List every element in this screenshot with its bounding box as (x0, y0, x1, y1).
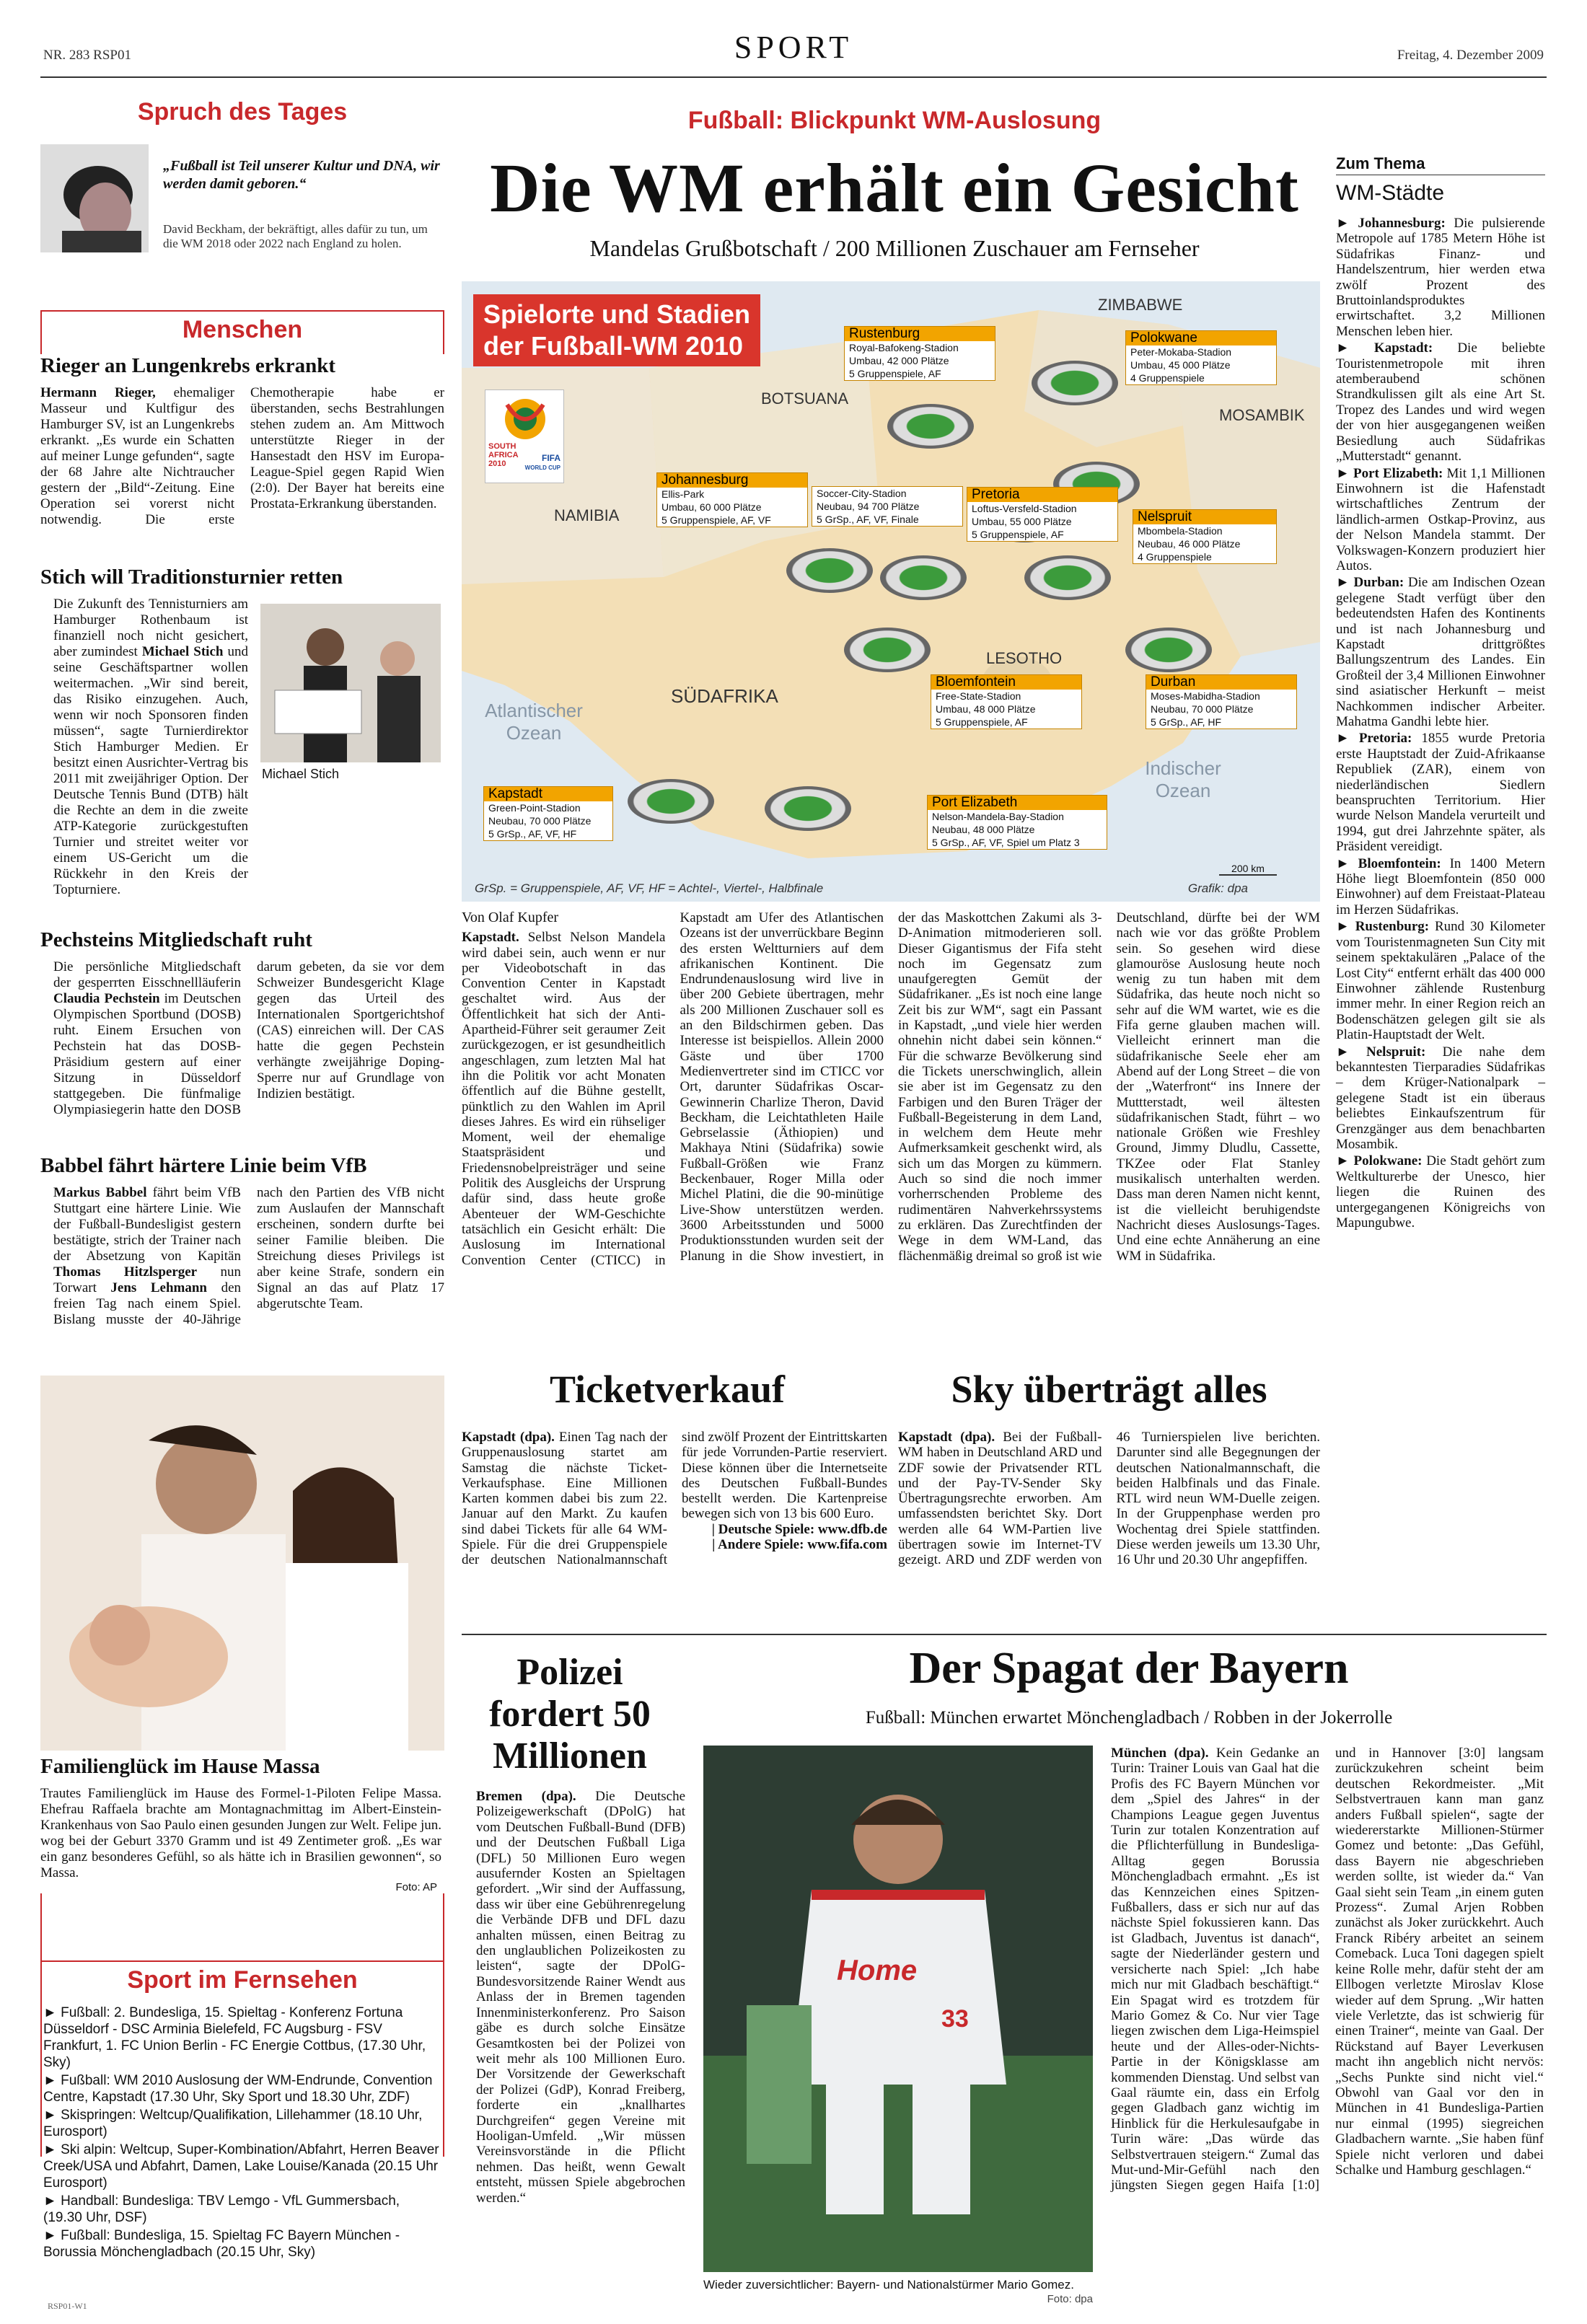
city-text: Die nahe dem bekanntesten Tierparadies Südafrikas – dem Krüger-Nationalpark – gelegene Stadt ist ein überaus beliebtes Einkaufszentrum für Grenzgänger aus dem benachbarten Mosambik. (1336, 1044, 1546, 1152)
venue-capacity: Umbau, 60 000 Plätze (661, 501, 762, 513)
spruch-caption: David Beckham, der bekräftigt, alles dafür zu tun, um die WM 2018 oder 2022 nach England zu holen. (163, 222, 428, 250)
city-name: Port Elizabeth: (1353, 465, 1443, 481)
city-entry: ► Port Elizabeth: Mit 1,1 Millionen Einwohnern ist die Hafenstadt wirtschaftliches Zentrum der ländlich-armen Ostkap-Provinz, aus der Nelson Mandela stammt. Der Volkswagen-Konzern produziert hier Autos. (1336, 465, 1545, 573)
map-title (473, 294, 760, 366)
city-name: Nelspruit: (1366, 1044, 1426, 1060)
city-entry: ► Kapstadt: Die beliebte Touristenmetropole mit ihren atemberaubend schönen Strandkulissen gilt als eine Art St. Tropez des Landes und wird wegen der von hier ausgegangenen weißen Besiedlung auch Südafrikas „Mutterstadt“ genannt. (1336, 340, 1545, 465)
sky-headline: Sky überträgt alles (951, 1368, 1267, 1411)
sky-text: Bei der Fußball-WM haben in Deutschland ARD und ZDF sowie der Privatsender RTL und der Pay-TV-Sender Sky Übertragungsrechte erworben. Am umfassendsten berichtet Sky. Dort werden alle 64 WM-Partien live übertragen sowie im Internet-TV gezeigt. ARD und ZDF werden von 46 Turnierspielen live berichten. Darunter sind alle Begegnungen der deutschen Nationalmannschaft, die beiden Halbfinals und das Finale. RTL wird neun WM-Duelle zeigen. In der Gruppenphase werden pro Wochentag drei Spiele stattfinden. Diese werden jeweils um 13.30 Uhr, 16 Uhr und 20.30 Uhr angepfiffen. (898, 1430, 1320, 1568)
venue-city: Johannesburg (657, 473, 807, 488)
stich-article (40, 597, 444, 928)
city-name: Johannesburg: (1358, 216, 1446, 231)
stadium-icon (1032, 361, 1118, 405)
venue-box-polokwane (1125, 330, 1277, 385)
venue-stadium: Soccer-City-Stadion (817, 488, 907, 499)
rieger-headline: Rieger an Lungenkrebs erkrankt (40, 354, 335, 377)
babbel-name: Markus Babbel (53, 1185, 147, 1200)
header-rule (40, 76, 1547, 78)
city-name: Kapstadt: (1373, 340, 1433, 356)
venue-matches: 5 GrSp., AF, VF, Finale (817, 514, 919, 525)
gomez-photo-caption (703, 2278, 1093, 2307)
map-credit: Grafik: dpa (1187, 881, 1248, 895)
venue-box-durban (1146, 674, 1297, 729)
venue-matches: 5 GrSp., AF, VF, Spiel um Platz 3 (932, 837, 1080, 848)
polizei-article-body (476, 1789, 685, 2206)
country-label: BOTSUANA (761, 389, 849, 408)
venue-stadium: Royal-Bafokeng-Stadion (849, 342, 959, 353)
beckham-portrait-photo (40, 144, 149, 252)
venue-box-port-elizabeth (927, 795, 1107, 850)
venue-matches: 5 GrSp., AF, HF (1151, 716, 1222, 728)
venue-box-nelspruit (1133, 509, 1277, 564)
city-text: Rund 30 Kilometer vom Touristenmagneten Sun City mit seinem spektakulären „Palace of the Lost City“ entfernt erhält das 400 000 Einwohner zählende Rustenburg immer mehr. In einer Region reich an Bodenschätzen gelegen gilt sie als Platin-Hauptstadt der Welt. (1336, 919, 1545, 1043)
stadium-icon (880, 555, 967, 600)
bayern-text: Kein Gedanke an Turin: Trainer Louis van Gaal hat die Profis des FC Bayern München vor dem „Spiel des Jahres“ in der Champions League gegen Juventus Turin zur totalen Konzentration auf die Pflichterfüllung in Bundesliga-Alltag gegen Borussia Mönchengladbach ermahnt. „Es ist das Kennzeichen eines Spitzen-Fußballers, dass er sich nur auf das nächste Spiel fokussieren kann. Das ist Gladbach, Juventus ist danach“, sagte der Niederländer gestern und versicherte nach Spiel: „Ich habe mich nur mit Gladbach beschäftigt.“ Ein Spagat wird es trotzdem für Mario Gomez & Co. Nur vier Tage liegen zwischen dem Liga-Heimspiel heute und der Alles-oder-Nichts-Partie in der Königsklasse am kommenden Dienstag. Und selbst van Gaal räumte ein, dass ein Erfolg gegen Gladbach ganz wichtig im Hinblick für die Herkulesaufgabe in Turin wäre: „Das würde das Selbstvertrauen steigern.“ Zumal das Mut-und-Mir-Gefühl nach den jüngsten Siegen gegen Haifa [1:0] und in Hannover [3:0] langsam zurückzukehren scheint beim deutschen Rekordmeister. „Mit Selbstvertrauen kann man ganz anders Fußball spielen“, sagte der wiedererstarkte Millionen-Stürmer Gomez und betonte: „Das Gefühl, dass Bayern nie abgeschrieben werden sollte, ist wieder da.“ Van Gaal sieht sein Team „in einem guten Prozess“. Zumal Arjen Robben zunächst als Joker zurückkehrt. Auch Franck Ribéry arbeitet an seinem Comeback. Luca Toni dagegen spielt keine Rolle mehr, dafür steht der am Ellbogen verletzte Miroslav Klose wieder auf dem Sprung. „Wir hatten viele Verletzte, das ist schwierig für einen Trainer“, meinte van Gaal. Der Rückstand auf Bayer Leverkusen macht ihn angeblich nicht nervös: „Sechs Punkte sind nicht viel.“ Obwohl van Gaal vor den in München in 41 Bundesliga-Partien nur einmal (1995) siegreichen Gladbachern warnte. „Sie haben fünf Spiele nicht verloren und dabei Schalke und Hamburg geschlagen.“ (1111, 1746, 1544, 2193)
ocean-label: Atlantischer Ozean (485, 700, 583, 744)
city-entry: ► Pretoria: 1855 wurde Pretoria erste Hauptstadt der Zuid-Afrikaanse Republiek (ZAR), einem von niederländischen Siedlern beanspruchten Territorium. Hier wurde Nelson Mandela verurteilt und 1994, gut drei Jahrzehnte später, als Präsident vereidigt. (1336, 731, 1545, 855)
city-name: Polokwane: (1353, 1153, 1423, 1169)
hitzlsperger-name: Thomas Hitzlsperger (53, 1264, 198, 1280)
stich-headline: Stich will Traditionsturnier retten (40, 565, 343, 589)
massa-headline: Familienglück im Hause Massa (40, 1755, 320, 1778)
polizei-dateline: Bremen (dpa). (476, 1789, 576, 1804)
stich-col-left (53, 597, 248, 898)
spruch-des-tages-box (40, 94, 444, 297)
city-entry: ► Bloemfontein: In 1400 Metern Höhe liegt Bloemfontein (850 000 Einwohner) auf dem Freistaat-Plateau im Herzen Südafrikas. (1336, 855, 1545, 917)
venue-stadium: Moses-Mabidha-Stadion (1151, 690, 1260, 702)
pechstein-text-1: Die persönliche Mitgliedschaft der gesperrten Eisschnellläuferin (53, 959, 241, 990)
massa-family-photo (40, 1376, 444, 1751)
stadium-icon (844, 628, 931, 672)
zum-thema-label: Zum Thema (1336, 154, 1545, 175)
tv-item: ► Fußball: WM 2010 Auslosung der WM-Endrunde, Convention Centre, Kapstadt (17.30 Uhr, Sky Sport und 18.30 Uhr, ZDF) (43, 2073, 433, 2105)
city-name: Durban: (1353, 575, 1404, 591)
venue-city: Polokwane (1126, 331, 1276, 345)
venue-matches: 5 Gruppenspiele, AF, VF (661, 514, 771, 526)
venue-matches: 5 GrSp., AF, VF, HF (488, 828, 577, 840)
map-scale-bar: 200 km (1219, 863, 1277, 876)
venue-city: Durban (1146, 675, 1296, 690)
polizei-headline-line: fordert 50 (489, 1694, 651, 1735)
bayern-headline: Der Spagat der Bayern (909, 1644, 1349, 1693)
spruch-heading: Spruch des Tages (137, 98, 348, 126)
stadium-icon (887, 404, 974, 449)
shirt-sponsor: Home (837, 1955, 918, 1986)
tv-item: ► Ski alpin: Weltcup, Super-Kombination/Abfahrt, Herren Beaver Creek/USA und Abfahrt, Damen, Lake Louise/Kanada (20.15 Uhr Eurosport) (43, 2142, 439, 2191)
venue-capacity: Neubau, 46 000 Plätze (1138, 538, 1241, 550)
left-column (40, 94, 444, 2301)
ticket-link-dfb (682, 1522, 887, 1537)
lead-article-body (462, 910, 1320, 1357)
polizei-text: Die Deutsche Polizeigewerkschaft (DPolG) hat vom Deutschen Fußball-Bund (DFB) und der Deutschen Fußball Liga (DFL) 50 Millionen Euro wegen ausufernder Kosten an Spieltagen gefordert. „Wir sind der Auffassung, dass wir über eine Gebührenregelung die Verbände DFB und DFL dazu anhalten müssen, einen Beitrag zu den unglaublichen Polizeikosten zu leisten“, sagte der DPolG-Bundesvorsitzende Rainer Wendt aus Anlass der in Bremen tagenden Innenministerkonferenz. Pro Saison gäbe es durch solche Einsätze Gesamtkosten bei der Polizei von weit mehr als 100 Millionen Euro. Der Vorsitzende der Gewerkschaft der Polizei (GdP), Konrad Freiberg, forderte ein „knallhartes Durchgreifen“ gegen Vereine mit Hooligan-Umfeld. „Wir müssen Vereinsvorstände in die Pflicht nehmen. Das heißt, wenn Gewalt entsteht, müssen Spiele abgebrochen werden.“ (476, 1789, 685, 2206)
logo-line: FIFA (542, 453, 560, 463)
tv-item: ► Fußball: Bundesliga, 15. Spieltag FC Bayern München - Borussia Mönchengladbach (20.15 Uhr, Sky) (43, 2228, 400, 2260)
venue-city: Rustenburg (845, 327, 995, 341)
city-text: Mit 1,1 Millionen Einwohnern ist die Hafenstadt wirtschaftliches Zentrum der ländlich-armen Ostkap-Provinz, aus der Nelson Mandela stammt. Der Volkswagen-Konzern produziert hier Autos. (1336, 465, 1545, 573)
dfb-url[interactable]: www.dfb.de (817, 1521, 887, 1537)
ticket-text: Einen Tag nach der Gruppenauslosung startet am Samstag die nächste Ticket-Verkaufsphase. Eine Millionen Karten kommen dabei bis zum 22. Januar auf den Markt. Zu kaufen sind dabei Tickets für alle 64 WM-Spiele. Für die drei Gruppenspiele der deutschen Nationalmannschaft sind zwölf Prozent der Eintrittskarten für jede Vorrunden-Partie reserviert. Diese können über die Internetseite des Deutschen Fußball-Bundes bestellt werden. Die Kartenpreise bewegen sich von 13 bis 600 Euro. (462, 1430, 887, 1568)
venue-city: Bloemfontein (931, 675, 1081, 690)
venue-capacity: Umbau, 48 000 Plätze (936, 703, 1036, 715)
sky-dateline: Kapstadt (dpa). (898, 1430, 995, 1445)
logo-line: 2010 (488, 459, 506, 468)
venue-stadium: Green-Point-Stadion (488, 802, 581, 814)
city-entry: ► Rustenburg: Rund 30 Kilometer vom Touristenmagneten Sun City mit seinem spektakulären „Palace of the Lost City“ entfernt erhält das 400 000 Einwohner zählende Rustenburg immer mehr. In einer Region reich an Bodenschätzen gelegen gilt sie als Platin-Hauptstadt der Welt. (1336, 919, 1545, 1043)
stadium-icon (765, 786, 851, 831)
city-text: Die Stadt gehört zum Weltkulturerbe der Unesco, hier liegen die Ruinen des untergegangenen Königreichs von Mapungubwe. (1336, 1153, 1545, 1231)
massa-photo-credit: Foto: AP (395, 1881, 437, 1893)
country-label: LESOTHO (986, 649, 1063, 667)
country-label: NAMIBIA (554, 506, 620, 524)
city-entry: ► Durban: Die am Indischen Ozean gelegene Stadt verfügt über den bedeutendsten Hafen des Kontinents und ist nach Johannesburg und Kapstadt drittgrößtes Ballungszentrum des Landes. Ein Großteil der 3,4 Millionen Einwohner sind asiatischer Herkunft – meist Nachkommen indischer Arbeiter. Mahatma Gandhi lebte hier. (1336, 575, 1545, 729)
pechstein-text (40, 959, 444, 1147)
venue-box-rustenburg (844, 326, 995, 381)
venue-box-johannesburg-ellis-park (656, 472, 808, 527)
tv-item: ► Skispringen: Weltcup/Qualifikation, Lillehammer (18.10 Uhr, Eurosport) (43, 2108, 423, 2139)
venue-box-soccer-city (812, 486, 963, 527)
venue-city: Pretoria (967, 488, 1117, 502)
shirt-number: 33 (941, 2005, 969, 2033)
stich-text-2: und seine Geschäftspartner wollen weitermachen. „Wir sind bereit, das Risiko einzugehen. Auch, wenn wir noch Sponsoren finden müssen“, sagte Turnierdirektor Stich Hamburger Medien. Er besitzt einen Ausrichter-Vertrag bis 2011 mit zweijähriger Option. Der Deutsche Tennis Bund (DTB) hält die Rechte an dem in die zweite ATP-Kategorie zurückgestuften Turnier und streitet weiter vor einem US-Gericht um die Rückkehr in den Kreis der Topturniere. (53, 644, 248, 897)
lead-text: Selbst Nelson Mandela wird dabei sein, auch wenn er nur per Videobotschaft in das Convention Center in Kapstadt geschaltet wird. Aus der Öffentlichkeit hat sich der Anti-Apartheid-Führer seit geraumer Zeit zurückgezogen, er ist gesundheitlich angeschlagen, zum letzten Mal hat ihn die Politik vor acht Monaten öffentlich auf die Bühne gestellt, pünktlich zu den Wahlen im April dieses Jahres. Es wird ein rühseliger Moment, weil der ehemalige Staatspräsident und Friedensnobelpreisträger und seine Politik des Ausgleichs der Ursprung dafür sind, dass heute große Abenteuer der WM-Geschichte tatsächlich ein Gesicht erhält: Die Auslosung im International Convention Center (CTICC) in Kapstadt am Ufer des Atlantischen Ozeans ist der unverrückbare Beginn des ersten Weltturniers auf dem afrikanischen Kontinent. Die Endrundenauslosung wird live in über 200 Gebiete übertragen, mehr als 200 Millionen Zuschauer soll es an den Bildschirmen geben. Das Interesse ist beispiellos. Allein 2000 Gäste und über 1700 Medienvertreter sind im CTICC vor Ort, darunter Südafrikas Oscar-Gewinnerin Charlize Theron, David Beckham, die Leichtathleten Haile Gebrselassie (Äthiopien) und Makhaya Ntini (Südafrika) sowie Fußball-Größen wie Franz Beckenbauer, Roger Milla oder Michel Platini, die die 90-minütige Live-Show unterstützen werden. 3600 Arbeitsstunden und 5000 Produktionsstunden wurden seit der Planung in die Show investiert, in der das Maskottchen Zakumi als 3-D-Animation mitmoderieren soll. Dieser Gigantismus der Fifa steht noch im Gegensatz zum unaufgeregten Gemüt der Südafrikaner. „Es ist noch eine lange Zeit bis zur WM“, sagt ein Passant in Kapstadt, „und viele hier werden ohnehin nicht dabei sein können.“ Für die schwarze Bevölkerung sind die Tickets unerschwinglich, allein sie aber ist im Gegensatz zu den Farbigen und den Buren Träger der Fußball-Begeisterung in dem Land, in welchem dem Heute mehr Aufmerksamkeit geschenkt wird, als sich um das Morgen zu kümmern. Auch so sind die noch immer vorherrschenden Probleme des rudimentären Nahverkehrssystems zu erklären. Das Zurechtfinden der Wege in dem WM-Land, das flächenmäßig dreimal so groß ist wie Deutschland, dürfte bei der WM nach wie vor das größte Problem sein. So gesehen wird diese glamouröse Auslosung heute noch wenig zu tun haben mit dem Südafrika, das heute noch nicht so sehr auf die WM wartet, wie es die Fifa gerne glauben machen will. Vielleicht erinnert man die südafrikanische Seele eher am Abend auf der Long Street – die von der „Waterfront“ ins Innere der Muttterstadt, weil ältesten südafrikanischen Stadt, führt – wo nationale Größen wie Freshley Ground, Jimmy Dludlu, Cassette, TKZee oder Flat Stanley musikalisch unterhalten werden. Dass man deren Namen nicht kennt, ist die vielleicht beruhigendste Nachricht dieses Auslosungs-Tages. Und eine echte Annäherung an eine WM in Südafrika. (462, 910, 1320, 1268)
menschen-heading: Menschen (182, 316, 303, 343)
venue-box-bloemfontein (931, 674, 1082, 729)
wm-staedte-list (1336, 216, 1545, 1231)
city-entry: ► Polokwane: Die Stadt gehört zum Weltkulturerbe der Unesco, hier liegen die Ruinen des untergegangenen Königreichs von Mapungubwe. (1336, 1153, 1545, 1231)
venue-matches: 5 Gruppenspiele, AF (849, 368, 941, 379)
city-text: Die am Indischen Ozean gelegene Stadt verfügt über den bedeutendsten Hafen des Kontinents und ist nach Johannesburg und Kapstadt drittgrößtes Ballungszentrum des Landes. Ein Großteil der 3,4 Millionen Einwohner sind asiatischer Herkunft – meist Nachkommen indischer Arbeiter. Mahatma Gandhi lebte hier. (1336, 575, 1545, 729)
bayern-subheadline: Fußball: München erwartet Mönchengladbach / Robben in der Jokerrolle (865, 1708, 1393, 1727)
venue-capacity: Neubau, 70 000 Plätze (1151, 703, 1254, 715)
ocean-label: Indischer Ozean (1145, 757, 1221, 801)
babbel-text (40, 1185, 444, 1365)
ticket-dateline: Kapstadt (dpa). (462, 1430, 555, 1445)
venue-box-pretoria (967, 487, 1118, 542)
venue-stadium: Nelson-Mandela-Bay-Stadion (932, 811, 1064, 822)
stich-name: Michael Stich (141, 644, 224, 659)
zum-thema-column (1336, 154, 1545, 1232)
city-name: Rustenburg: (1355, 919, 1430, 935)
map-title-line1: Spielorte und Stadien (483, 299, 751, 329)
issue-number: NR. 283 RSP01 (43, 48, 131, 63)
venue-capacity: Neubau, 94 700 Plätze (817, 501, 920, 512)
map-legend: GrSp. = Gruppenspiele, AF, VF, HF = Achtel-, Viertel-, Halbfinale (475, 881, 824, 895)
babbel-text-2: nun Torwart (53, 1264, 241, 1295)
tv-item: ► Handball: Bundesliga: TBV Lemgo - VfL Gummersbach, (19.30 Uhr, DSF) (43, 2193, 400, 2225)
city-name: Bloemfontein: (1358, 855, 1441, 871)
venue-capacity: Umbau, 55 000 Plätze (972, 516, 1072, 527)
venue-city: Port Elizabeth (928, 796, 1107, 810)
section-title: SPORT (734, 30, 853, 65)
ticket-link-label: | Andere Spiele: (712, 1537, 804, 1553)
venue-city: Kapstadt (484, 787, 612, 801)
page-footer-code: RSP01-W1 (48, 2301, 87, 2311)
tv-listing (40, 1999, 444, 2268)
stich-photo-caption: Michael Stich (262, 767, 340, 781)
fifa-url[interactable]: www.fifa.com (807, 1537, 887, 1553)
lead-headline: Die WM erhält ein Gesicht (490, 149, 1299, 226)
city-name: Pretoria: (1358, 731, 1412, 747)
venue-stadium: Mbombela-Stadion (1138, 525, 1223, 537)
country-label: SÜDAFRIKA (671, 685, 778, 707)
venue-capacity: Umbau, 42 000 Plätze (849, 355, 949, 366)
venue-capacity: Umbau, 45 000 Plätze (1130, 359, 1231, 371)
venue-box-kapstadt (483, 786, 613, 841)
city-entry: ► Nelspruit: Die nahe dem bekanntesten Tierparadies Südafrikas – dem Krüger-Nationalpark – gelegene Stadt ist ein überaus beliebtes Einkaufszentrum für Grenzgänger aus dem benachbarten Mosambik. (1336, 1044, 1546, 1152)
stich-photo (260, 604, 441, 762)
world-cup-logo (485, 389, 564, 483)
issue-date: Freitag, 4. Dezember 2009 (1397, 48, 1544, 63)
lead-dateline: Kapstadt. (462, 930, 519, 946)
pechstein-name: Claudia Pechstein (53, 991, 160, 1006)
sky-article-body (898, 1430, 1320, 1624)
gomez-photo-credit: Foto: dpa (1047, 2293, 1093, 2305)
venue-city: Nelspruit (1133, 510, 1276, 524)
venue-stadium: Ellis-Park (661, 488, 705, 500)
menschen-box (40, 310, 444, 2157)
spruch-quote: „Fußball ist Teil unserer Kultur und DNA, wir werden damit geboren.“ (163, 158, 440, 192)
venue-stadium: Free-State-Stadion (936, 690, 1021, 702)
zum-thema-title: WM-Städte (1336, 181, 1445, 205)
sport-im-fernsehen-box (40, 1960, 444, 2268)
babbel-text-3: den freien Tag nach einem Spiel. Bislang musste der 40-Jährige nach den Partien des VfB nicht zum Auslaufen der Mannschaft erscheinen, sondern durfte bei seiner Familie bleiben. Die Streichung dieses Privilegs ist aber keine Strafe, sondern ein Signal an das auf Platz 17 abgerutschte Team. (53, 1185, 444, 1327)
venue-matches: 4 Gruppenspiele (1138, 551, 1212, 563)
rieger-text (40, 385, 444, 555)
bayern-article-body (1111, 1746, 1544, 2301)
rieger-name: Hermann Rieger, (40, 385, 156, 400)
city-text: 1855 wurde Pretoria erste Hauptstadt der Zuid-Afrikaanse Republiek (ZAR), einem von niederländischen Siedlern beanspruchten Territorium. Hier wurde Nelson Mandela verurteilt und 1994, gut drei Jahrzehnte später, als Präsident vereidigt. (1336, 731, 1545, 855)
logo-line: WORLD CUP (524, 465, 560, 471)
pechstein-text-2: im Deutschen Olympischen Sportbund (DOSB) ruht. Einem Ersuchen von Pechstein hat das DOSB-Präsidium gestern auf einer Sitzung in Düsseldorf stattgegeben. Die fünfmalige Olympiasiegerin hatte den DOSB darum gebeten, da sie vor dem Schweizer Bundesgericht Klage gegen das Urteil des Internationalen Sportgerichtshof (CAS) einreichen will. Der CAS hatte die gegen Pechstein verhängte zweijährige Doping-Sperre nur auf Grundlage von Indizien bestätigt. (53, 959, 444, 1117)
gomez-action-photo (703, 1746, 1093, 2272)
city-entry: ► Johannesburg: Die pulsierende Metropole auf 1785 Metern Höhe ist Südafrikas Finanz- und Handelszentrum, hier werden etwa zwölf Prozent des Bruttoinlandsproduktes erwirtschaftet. 3,2 Millionen Menschen leben hier. (1336, 216, 1545, 339)
country-label: ZIMBABWE (1098, 296, 1183, 314)
tv-item: ► Fußball: 2. Bundesliga, 15. Spieltag - Konferenz Fortuna Düsseldorf - DSC Arminia Bielefeld, FC Augsburg - FSV Frankfurt, 1. FC Union Berlin - FC Energie Cottbus, (17.30 Uhr, Sky) (43, 2005, 426, 2070)
ticket-headline: Ticketverkauf (550, 1368, 785, 1411)
massa-text: Trautes Familienglück im Hause des Formel-1-Piloten Felipe Massa. Ehefrau Raffaela brachte am Montagnachmittag im Albert-Einstein-Krankenhaus von Sao Paulo einen gesunden Jungen zur Welt. Felipe jun. wog bei der Geburt 3370 Gramm und ist 49 Zentimeter groß. „Es war ein ganz besonderes Gefühl, so als hätte ich in Brasilien gewonnen“, so Massa. (40, 1786, 441, 1880)
stadium-icon (1024, 555, 1111, 600)
pechstein-headline: Pechsteins Mitgliedschaft ruht (40, 928, 312, 951)
rieger-body: ehemaliger Masseur und Kultfigur des Hamburger SV, ist an Lungenkrebs erkrankt. „Es wurde ein Schatten auf meiner Lunge gefunden“, sagte der 68 Jahre alte Nichtraucher gestern der „Bild“-Zeitung. Eine Operation sei vorerst nicht notwendig. Die erste Chemotherapie habe er überstanden, sechs Bestrahlungen stehen zudem an. Am Mittwoch unterstützte Rieger in der Hansestadt den HSV im Europa-League-Spiel gegen Rapid Wien (2:0). Der Bayer hat bereits eine Prostata-Erkrankung überstanden. (40, 385, 444, 527)
stadium-icon (628, 779, 714, 824)
city-text: Die beliebte Touristenmetropole mit ihren atemberaubend schönen Strandkulissen gilt als eine Art St. Tropez des Landes und wird wegen der von hier ausgegangenen weißen Besiedlung auch Südafrikas „Mutterstadt“ genannt. (1336, 340, 1545, 465)
lead-byline: Von Olaf Kupfer (462, 910, 559, 925)
polizei-headline-line: Millionen (493, 1735, 647, 1777)
venue-stadium: Loftus-Versfeld-Stadion (972, 503, 1077, 514)
logo-line: AFRICA (488, 451, 519, 459)
lead-subheadline: Mandelas Grußbotschaft / 200 Millionen Zuschauer am Fernseher (589, 235, 1200, 261)
bayern-dateline: München (dpa). (1111, 1746, 1209, 1761)
babbel-text-1: fährt beim VfB Stuttgart eine härtere Linie. Wie der Fußball-Bundesligist gestern bestätigte, strich der Trainer nach der Absetzung von Kapitän (53, 1185, 241, 1264)
lehmann-name: Jens Lehmann (110, 1280, 208, 1295)
ticket-article-body (462, 1430, 887, 1624)
venue-matches: 5 Gruppenspiele, AF (972, 529, 1064, 540)
map-title-line2: der Fußball-WM 2010 (483, 331, 744, 361)
section-divider (462, 1634, 1547, 1635)
logo-text (488, 442, 519, 468)
venue-map-graphic (462, 281, 1320, 902)
venue-capacity: Neubau, 48 000 Plätze (932, 824, 1035, 835)
ticket-link-fifa (682, 1537, 887, 1552)
city-text: In 1400 Metern Höhe liegt Bloemfontein (850 000 Einwohner) auf dem Freistaat-Plateau im Herzen Südafrikas. (1336, 855, 1545, 917)
logo-line: SOUTH (488, 442, 516, 451)
stich-text-1: Die Zukunft des Tennisturniers am Hamburger Rothenbaum ist finanziell noch nicht gesichert, aber zumindest (53, 597, 248, 659)
venue-matches: 5 Gruppenspiele, AF (936, 716, 1028, 728)
venue-capacity: Neubau, 70 000 Plätze (488, 815, 592, 827)
venue-stadium: Peter-Mokaba-Stadion (1130, 346, 1232, 358)
venue-matches: 4 Gruppenspiele (1130, 372, 1205, 384)
polizei-headline-line: Polizei (516, 1652, 623, 1693)
stadium-icon (1125, 628, 1212, 672)
stadium-icon (786, 548, 873, 593)
tv-heading: Sport im Fernsehen (40, 1960, 444, 1999)
ticket-link-label: | Deutsche Spiele: (711, 1521, 815, 1537)
city-text: Die pulsierende Metropole auf 1785 Metern Höhe ist Südafrikas Finanz- und Handelszentrum, hier werden etwa zwölf Prozent des Bruttoinlandsproduktes erwirtschaftet. 3,2 Millionen Menschen leben hier. (1336, 216, 1545, 339)
gomez-caption-text: Wieder zuversichtlicher: Bayern- und Nationalstürmer Mario Gomez. (703, 2278, 1074, 2292)
fifa-logo-text (525, 454, 560, 472)
lead-kicker: Fußball: Blickpunkt WM-Auslosung (687, 107, 1102, 134)
polizei-headline (462, 1652, 678, 1777)
country-label: MOSAMBIK (1219, 406, 1305, 424)
babbel-headline: Babbel fährt härtere Linie beim VfB (40, 1154, 367, 1177)
